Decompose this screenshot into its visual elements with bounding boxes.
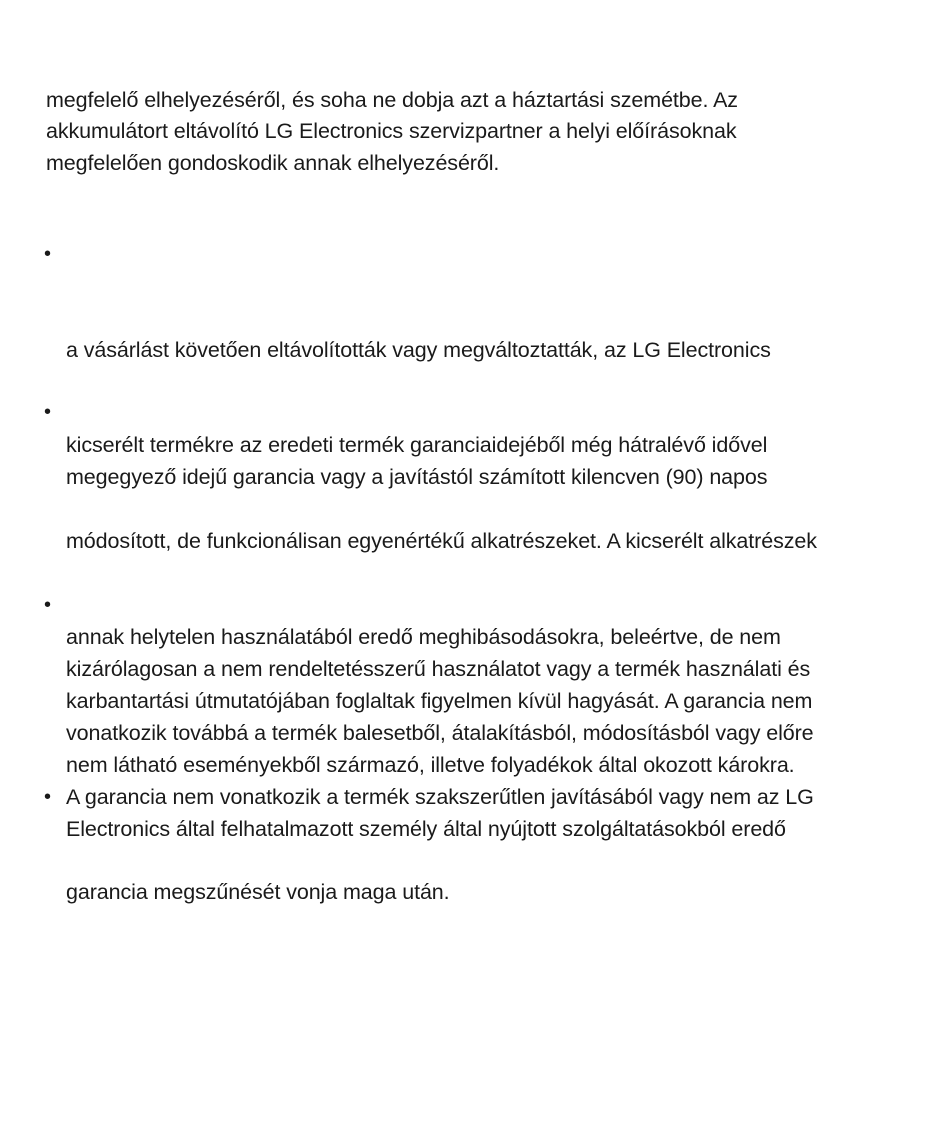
item3-line-4: vonatkozik továbbá a termék balesetből, átalakításból, módosításból vagy előre <box>66 721 814 745</box>
item4-line-1: A garancia nem vonatkozik a termék szakszerűtlen javításából vagy nem az LG <box>66 785 814 809</box>
item4-line-2: Electronics által felhatalmazott személy által nyújtott szolgáltatásokból eredő <box>66 817 786 841</box>
item3-line-2: kizárólagosan a nem rendeltetésszerű használatot vagy a termék használati és <box>66 657 811 681</box>
item1-line-1: a vásárlást követően eltávolították vagy megváltoztatták, az LG Electronics <box>66 338 771 362</box>
item3-line-3: karbantartási útmutatójában foglaltak figyelmen kívül hagyását. A garancia nem <box>66 689 813 713</box>
item2-line-1: kicserélt termékre az eredeti termék garanciaidejéből még hátralévő idővel <box>66 433 768 457</box>
intro-line-3: megfelelően gondoskodik annak elhelyezéséről. <box>46 151 500 175</box>
item4-line-3: garancia megszűnését vonja maga után. <box>66 880 450 904</box>
intro-line-1: megfelelő elhelyezéséről, és soha ne dobja azt a háztartási szemétbe. Az <box>46 88 738 112</box>
item2-line-3: módosított, de funkcionálisan egyenértékű alkatrészeket. A kicserélt alkatrészek <box>66 529 817 553</box>
bullet-icon: • <box>44 401 51 423</box>
item3-line-1: annak helytelen használatából eredő meghibásodásokra, beleértve, de nem <box>66 625 781 649</box>
item2-line-2: megegyező idejű garancia vagy a javítástól számított kilencven (90) napos <box>66 465 768 489</box>
bullet-icon: • <box>44 786 51 808</box>
intro-line-2: akkumulátort eltávolító LG Electronics szervizpartner a helyi előírásoknak <box>46 119 737 143</box>
bullet-icon: • <box>44 594 51 616</box>
bullet-icon: • <box>44 243 51 265</box>
item3-line-5: nem látható eseményekből származó, illetve folyadékok által okozott károkra. <box>66 753 795 777</box>
